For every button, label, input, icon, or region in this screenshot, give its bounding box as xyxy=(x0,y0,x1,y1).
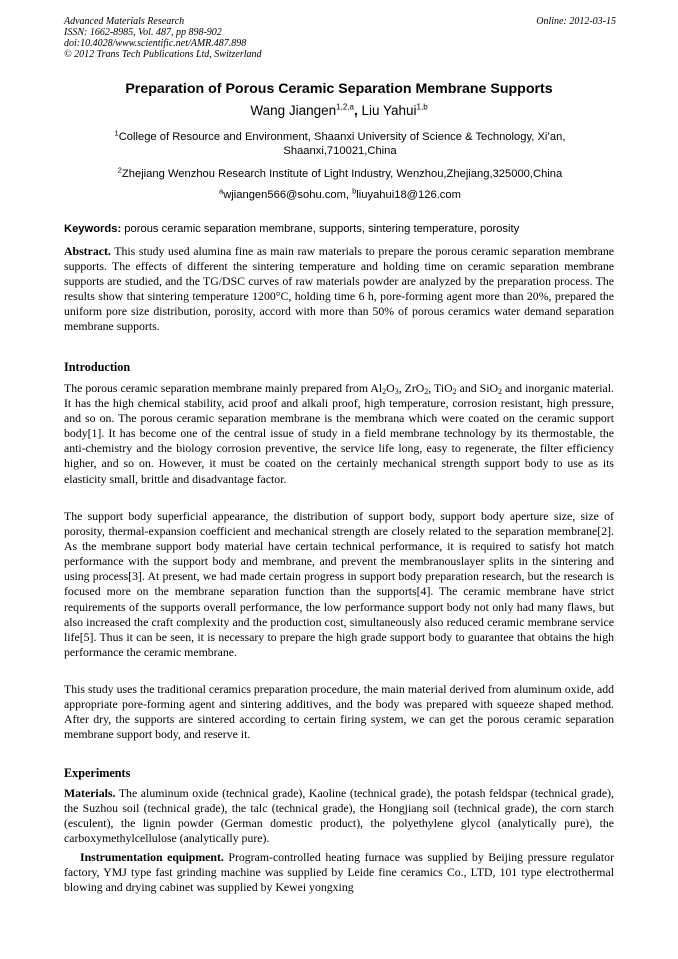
author-name: Liu Yahui xyxy=(361,103,417,118)
subscript: 3 xyxy=(394,387,399,396)
materials-text: The aluminum oxide (technical grade), Kaoline (technical grade), the potash feldspar (technical grade), the Suzhou soil (technical grade), the talc (technical grade), the Hongjiang soil (technical grade), the corn starch (esculent), the lignin powder (German domestic product), the polyethylene glycol (analytically pure), the carboxymethylcellulose (analytically pure). xyxy=(64,786,614,846)
email-marker: a xyxy=(219,186,224,196)
materials-label: Materials. xyxy=(64,786,116,800)
text-run: , ZrO xyxy=(398,381,425,395)
issn-line: ISSN: 1662-8985, Vol. 487, pp 898-902 xyxy=(64,27,222,38)
abstract-paragraph xyxy=(64,244,614,335)
email-marker: b xyxy=(352,186,357,196)
affiliation-text: College of Resource and Environment, Shaanxi University of Science & Technology, Xi’an, Shaanxi,710021,China xyxy=(118,131,566,157)
materials-paragraph xyxy=(64,786,614,846)
journal-name: Advanced Materials Research xyxy=(64,16,185,27)
section-heading-introduction: Introduction xyxy=(64,360,131,374)
keywords-text: porous ceramic separation membrane, supports, sintering temperature, porosity xyxy=(121,223,520,235)
online-date: Online: 2012-03-15 xyxy=(536,16,616,27)
doi-line: doi:10.4028/www.scientific.net/AMR.487.898 xyxy=(64,38,247,49)
keywords-line xyxy=(64,222,616,236)
affiliation-text: Zhejiang Wenzhou Research Institute of Light Industry, Wenzhou,Zhejiang,325000,China xyxy=(121,168,563,180)
abstract-label: Abstract. xyxy=(64,244,111,258)
journal-header xyxy=(64,16,616,60)
affiliation-marker: 2 xyxy=(117,165,122,175)
subscript: 2 xyxy=(452,387,457,396)
email-line xyxy=(80,188,600,202)
author-name: Wang Jiangen xyxy=(250,103,337,118)
author-line xyxy=(64,102,614,120)
subscript: 2 xyxy=(424,387,429,396)
body-paragraph: The support body superficial appearance, the distribution of support body, support body aperture size, size of porosity, thermal-expansion coefficient and mechanical strength are closely related to the separation membrane[2]. As the membrane support body material have certain technical performance, it is required to satisfy hot match performance with the support body and membrane, and prevent the membranouslayer splits in the sintering and using process[3]. At present, we had made certain progress in support body preparation research, but the research is focused more on the membrane separation function than the supports[4]. The ceramic membrane have strict requirements of the supports overall performance, the low performance support body not only had many flaws, but also increased the craft complexity and the production cost, simultaneously also reduced ceramic membrane service life[5]. Thus it can be seen, it is necessary to prepare the high grade support body to guarantee that obtains the high performance the ceramic membrane. xyxy=(64,509,614,659)
email-address: liuyahui18@126.com xyxy=(356,189,461,201)
paper-title: Preparation of Porous Ceramic Separation Membrane Supports xyxy=(125,81,553,97)
abstract-text: This study used alumina fine as main raw materials to prepare the porous ceramic separation membrane supports. The effects of different the sintering temperature and holding time on ceramic separation membrane supports are studied, and the TG/DSC curves of raw materials powder are analyzed by the preparation process. The results show that sintering temperature 1200°C, holding time 6 h, pore-forming agent more than 20%, prepared the uniform pore size distribution, porosity, accord with more than 50% of porous ceramics water demand separation membrane supports. xyxy=(64,244,614,334)
instrumentation-paragraph xyxy=(64,850,614,895)
instrumentation-text: Program-controlled heating furnace was supplied by Beijing pressure regulator factory, YMJ type fast grinding machine was supplied by Leide fine ceramics Co., LTD, 101 type electrothermal blowing and drying cabinet was supplied by Kewei yongxing xyxy=(64,850,615,895)
author-affiliation-marker: 1,2,a xyxy=(336,102,354,112)
body-paragraph xyxy=(64,381,614,487)
text-run: O xyxy=(386,381,395,395)
subscript: 2 xyxy=(498,387,503,396)
text-run: The porous ceramic separation membrane mainly prepared from Al xyxy=(64,381,383,395)
affiliation-2 xyxy=(80,167,600,181)
instrumentation-label: Instrumentation equipment. xyxy=(80,850,224,864)
author-affiliation-marker: 1,b xyxy=(416,102,428,112)
body-paragraph: This study uses the traditional ceramics preparation procedure, the main material derived from aluminum oxide, add appropriate pore-forming agent and sintering additives, and the body was prepared with squeeze shaped method. After dry, the supports are sintered according to certain firing system, we can get the porous ceramic separation membrane support body, and reserve it. xyxy=(64,682,614,742)
copyright-line: © 2012 Trans Tech Publications Ltd, Switzerland xyxy=(64,49,262,60)
text-run: , TiO xyxy=(428,381,453,395)
text-run: and SiO xyxy=(456,381,499,395)
affiliation-marker: 1 xyxy=(114,128,119,138)
section-heading-experiments: Experiments xyxy=(64,766,131,780)
author-separator: , xyxy=(353,103,362,118)
subscript: 2 xyxy=(382,387,387,396)
affiliation-1 xyxy=(80,130,600,158)
email-address: wjiangen566@sohu.com, xyxy=(223,189,353,201)
keywords-label: Keywords: xyxy=(64,223,122,235)
text-run: and inorganic material. It has the high chemical stability, acid proof and alkali proof, high temperature, corrosion resistant, high pressure, and so on. The porous ceramic separation membrane is the membrana which were coated on the ceramic support body[1]. It has become one of the central issue of study in a field membrane technology by its thermostable, the anti-chemistry and the biology corrosion preventive, the service life long, easy to regenerate, the filter efficiency higher, and so on. However, it must be coated on the certainly mechanical strength support body to use as its elasticity small, brittle and disadvantage factor. xyxy=(64,381,614,486)
